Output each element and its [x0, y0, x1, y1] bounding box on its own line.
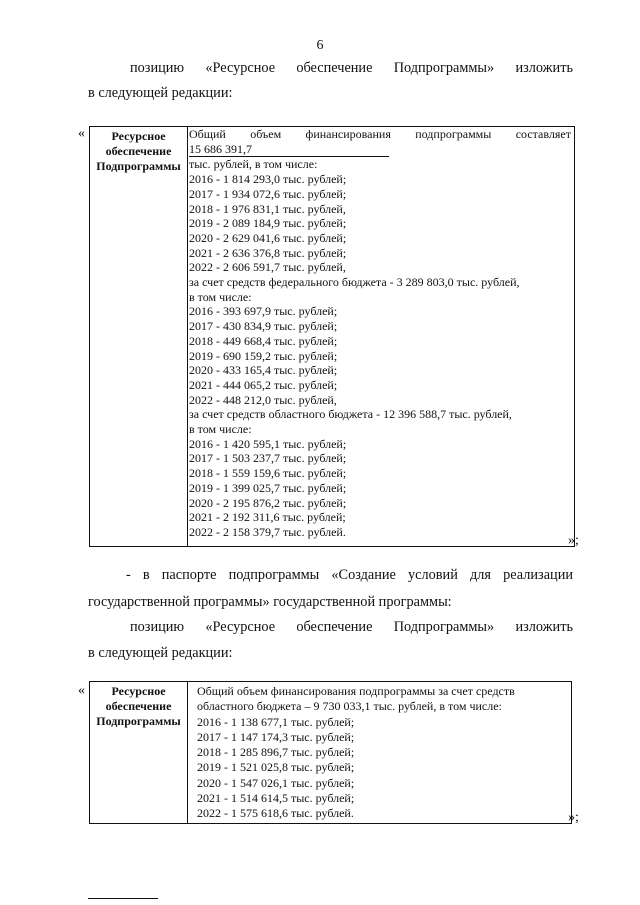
- word: изложить: [515, 619, 573, 635]
- table-row: в том числе:: [189, 422, 252, 437]
- word: подпрограммы: [415, 127, 492, 141]
- table-row: в том числе:: [189, 289, 252, 304]
- word: реализации: [503, 567, 573, 583]
- table-row: 2020 - 2 629 041,6 тыс. рублей;: [189, 230, 347, 245]
- word: позицию: [130, 60, 185, 76]
- word: условий: [408, 567, 458, 583]
- word: в: [142, 567, 150, 583]
- word: обеспечение: [296, 60, 373, 76]
- open-quote: «: [78, 126, 85, 141]
- table-row: 2016 - 1 138 677,1 тыс. рублей;: [197, 714, 355, 729]
- table-row: 2022 - 2 606 591,7 тыс. рублей,: [189, 260, 346, 275]
- table-label-cell: [90, 127, 188, 546]
- table-row: 2021 - 1 514 614,5 тыс. рублей;: [197, 791, 355, 806]
- table-row: 2022 - 1 575 618,6 тыс. рублей.: [197, 806, 354, 821]
- word: «Ресурсное: [205, 619, 276, 635]
- table-row: 2019 - 690 159,2 тыс. рублей;: [189, 348, 338, 363]
- word: позицию: [130, 619, 185, 635]
- resource-table-2: [89, 681, 572, 824]
- resource-table-1: [89, 126, 575, 547]
- table-row: тыс. рублей, в том числе:: [189, 157, 318, 172]
- table-row: 2020 - 433 165,4 тыс. рублей;: [189, 363, 338, 378]
- word: Общий: [189, 127, 226, 141]
- table-row: 15 686 391,7: [189, 142, 389, 158]
- label-line: обеспечение: [105, 144, 172, 158]
- label-line: Подпрограммы: [96, 714, 181, 728]
- table-row: [189, 127, 571, 142]
- table-row: областного бюджета – 9 730 033,1 тыс. рублей, в том числе:: [197, 699, 502, 714]
- paragraph-line: [130, 619, 573, 636]
- table-row: 2017 - 1 147 174,3 тыс. рублей;: [197, 729, 355, 744]
- word: «Ресурсное: [205, 60, 276, 76]
- table-row: 2016 - 1 420 595,1 тыс. рублей;: [189, 436, 347, 451]
- table-row: Общий объем финансирования подпрограммы за счет средств: [197, 684, 515, 698]
- word: паспорте: [161, 567, 217, 583]
- table-row: 2021 - 2 636 376,8 тыс. рублей;: [189, 245, 347, 260]
- label-line: Ресурсное: [111, 129, 166, 143]
- table-row: 2019 - 2 089 184,9 тыс. рублей;: [189, 216, 347, 231]
- paragraph-line: [130, 60, 573, 77]
- word: обеспечение: [296, 619, 373, 635]
- table-row: 2019 - 1 399 025,7 тыс. рублей;: [189, 480, 347, 495]
- table-row: 2018 - 1 285 896,7 тыс. рублей;: [197, 745, 355, 760]
- word: Подпрограммы»: [393, 60, 495, 76]
- table-row: 2021 - 444 065,2 тыс. рублей;: [189, 377, 338, 392]
- table-row: 2018 - 449 668,4 тыс. рублей;: [189, 333, 338, 348]
- table-row: за счет средств областного бюджета - 12 396 588,7 тыс. рублей,: [189, 407, 512, 422]
- word: финансирования: [305, 127, 391, 141]
- table-row: 2016 - 393 697,9 тыс. рублей;: [189, 304, 338, 319]
- table-row: 2019 - 1 521 025,8 тыс. рублей;: [197, 760, 355, 775]
- paragraph-line: государственной программы» государственной программы:: [88, 594, 452, 610]
- word: для: [470, 567, 491, 583]
- close-quote: »;: [568, 533, 579, 548]
- table-row: 2017 - 1 503 237,7 тыс. рублей;: [189, 451, 347, 466]
- table-row: 2017 - 1 934 072,6 тыс. рублей;: [189, 186, 347, 201]
- footnote-rule: [88, 898, 158, 899]
- table-row: 2022 - 2 158 379,7 тыс. рублей.: [189, 524, 346, 539]
- table-row: за счет средств федерального бюджета - 3 289 803,0 тыс. рублей,: [189, 275, 520, 290]
- paragraph-line: в следующей редакции:: [88, 645, 233, 661]
- table-content-cell: [189, 127, 571, 540]
- word: «Создание: [331, 567, 396, 583]
- table-row: 2022 - 448 212,0 тыс. рублей,: [189, 392, 337, 407]
- open-quote: «: [78, 683, 85, 698]
- word: изложить: [515, 60, 573, 76]
- label-line: обеспечение: [105, 699, 172, 713]
- table-row: 2020 - 1 547 026,1 тыс. рублей;: [197, 775, 355, 790]
- word: подпрограммы: [228, 567, 320, 583]
- table-row: 2018 - 1 559 159,6 тыс. рублей;: [189, 466, 347, 481]
- table-content-cell: [197, 684, 567, 822]
- label-line: Ресурсное: [111, 684, 166, 698]
- table-row: 2021 - 2 192 311,6 тыс. рублей;: [189, 510, 346, 525]
- table-label-cell: [90, 682, 188, 823]
- paragraph-line: [126, 567, 573, 584]
- paragraph-line: в следующей редакции:: [88, 85, 233, 101]
- close-quote: »;: [568, 810, 579, 825]
- table-row: 2017 - 430 834,9 тыс. рублей;: [189, 319, 338, 334]
- page-number: 6: [316, 38, 324, 53]
- word: составляет: [515, 127, 571, 141]
- word: объем: [250, 127, 282, 141]
- table-row: 2016 - 1 814 293,0 тыс. рублей;: [189, 172, 347, 187]
- table-row: 2020 - 2 195 876,2 тыс. рублей;: [189, 495, 347, 510]
- word: Подпрограммы»: [393, 619, 495, 635]
- label-line: Подпрограммы: [96, 159, 181, 173]
- table-row: 2018 - 1 976 831,1 тыс. рублей,: [189, 201, 346, 216]
- word: -: [126, 567, 131, 583]
